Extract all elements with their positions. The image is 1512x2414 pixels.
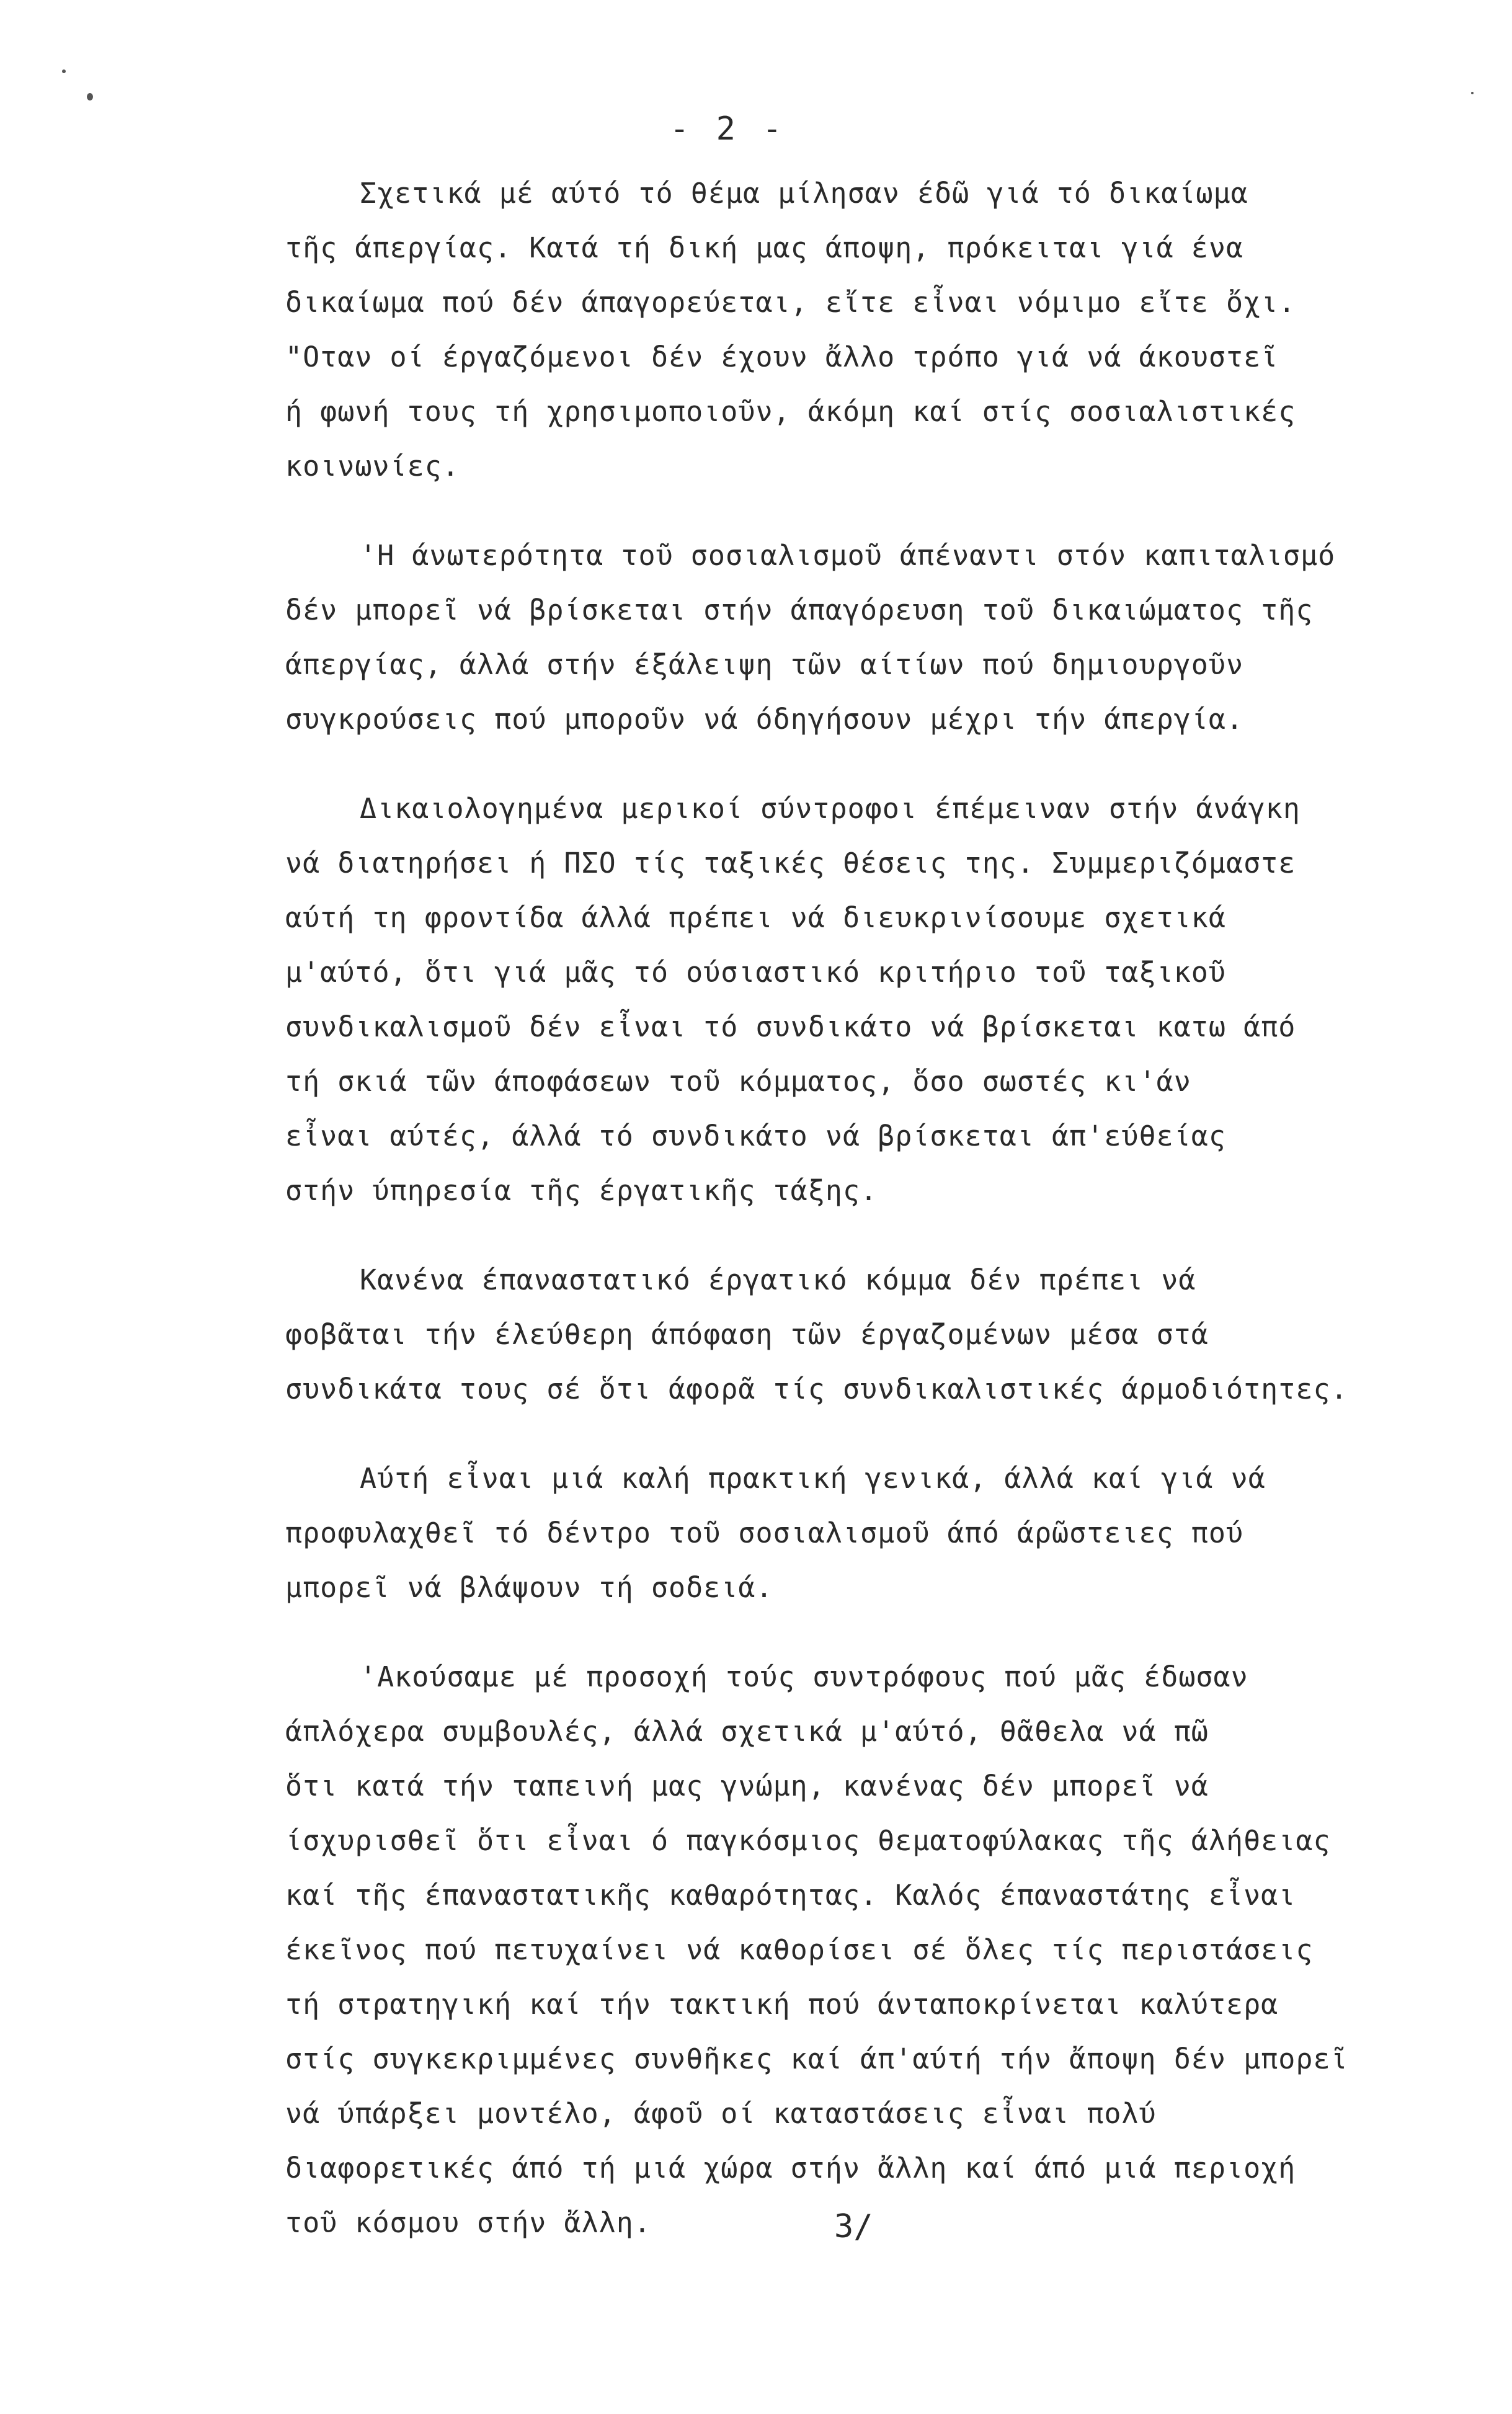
body-text [285,166,1439,2285]
paragraph: Δικαιολογημένα μερικοί σύντροφοι έπέμειναν στήν άνάγκη νά διατηρήσει ή ΠΣΟ τίς ταξικές θέσεις της. Συμμεριζόμαστε αύτή τη φροντίδα άλλά πρέπει νά διευκρινίσουμε σχετικά μ'αύτό, ὅτι γιά μᾶς τό ούσιαστικό κριτήριο τοῦ ταξικοῦ συνδικαλισμοῦ δέν εἶναι τό συνδικάτο νά βρίσκεται κατω άπό τή σκιά τῶν άποφάσεων τοῦ κόμματος, ὅσο σωστές κι'άν εἶναι αύτές, άλλά τό συνδικάτο νά βρίσκεται άπ'εύθείας στήν ύπηρεσία τῆς έργατικῆς τάξης. [285,792,1301,1207]
paragraph: Σχετικά μέ αύτό τό θέμα μίλησαν έδῶ γιά τό δικαίωμα τῆς άπεργίας. Κατά τή δική μας άποψη, πρόκειται γιά ένα δικαίωμα πού δέν άπαγορεύεται, εἴτε εἶναι νόμιμο εἴτε ὄχι. "Οταν οί έργαζόμενοι δέν έχουν ἄλλο τρόπο γιά νά άκουστεῖ ή φωνή τους τή χρησιμοποιοῦν, άκόμη καί στίς σοσιαλιστικές κοινωνίες. [285,177,1296,483]
scan-speck [62,69,66,73]
paragraph: Κανένα έπαναστατικό έργατικό κόμμα δέν πρέπει νά φοβᾶται τήν έλεύθερη άπόφαση τῶν έργαζομένων μέσα στά συνδικάτα τους σέ ὅτι άφορᾶ τίς συνδικαλιστικές άρμοδιότητες. [285,1263,1348,1405]
paragraph: 'Ακούσαμε μέ προσοχή τούς συντρόφους πού μᾶς έδωσαν άπλόχερα συμβουλές, άλλά σχετικά μ'αύτό, θᾶθελα νά πῶ ὅτι κατά τήν ταπεινή μας γνώμη, κανένας δέν μπορεῖ νά ίσχυρισθεῖ ὅτι εἶναι ό παγκόσμιος θεματοφύλακας τῆς άλήθειας καί τῆς έπαναστατικῆς καθαρότητας. Καλός έπαναστάτης εἶναι έκεῖνος πού πετυχαίνει νά καθορίσει σέ ὅλες τίς περιστάσεις τή στρατηγική καί τήν τακτική πού άνταποκρίνεται καλύτερα στίς συγκεκριμμένες συνθῆκες καί άπ'αύτή τήν ἄποψη δέν μπορεῖ νά ύπάρξει μοντέλο, άφοῦ οί καταστάσεις εἶναι πολύ διαφορετικές άπό τή μιά χώρα στήν ἄλλη καί άπό μιά περιοχή τοῦ κόσμου στήν ἄλλη. [285,1660,1348,2239]
paragraph: 'Η άνωτερότητα τοῦ σοσιαλισμοῦ άπέναντι στόν καπιταλισμό δέν μπορεῖ νά βρίσκεται στήν άπαγόρευση τοῦ δικαιώματος τῆς άπεργίας, άλλά στήν έξάλειψη τῶν αίτίων πού δημιουργοῦν συγκρούσεις πού μποροῦν νά όδηγήσουν μέχρι τήν άπεργία. [285,539,1336,736]
paragraph: Αύτή εἶναι μιά καλή πρακτική γενικά, άλλά καί γιά νά προφυλαχθεῖ τό δέντρο τοῦ σοσιαλισμοῦ άπό άρῶστειες πού μπορεῖ νά βλάψουν τή σοδειά. [285,1462,1266,1604]
page-number: - 2 - [670,110,786,148]
scan-speck [87,93,93,100]
next-page-mark: 3/ [834,2208,873,2245]
scan-speck [1471,92,1474,94]
